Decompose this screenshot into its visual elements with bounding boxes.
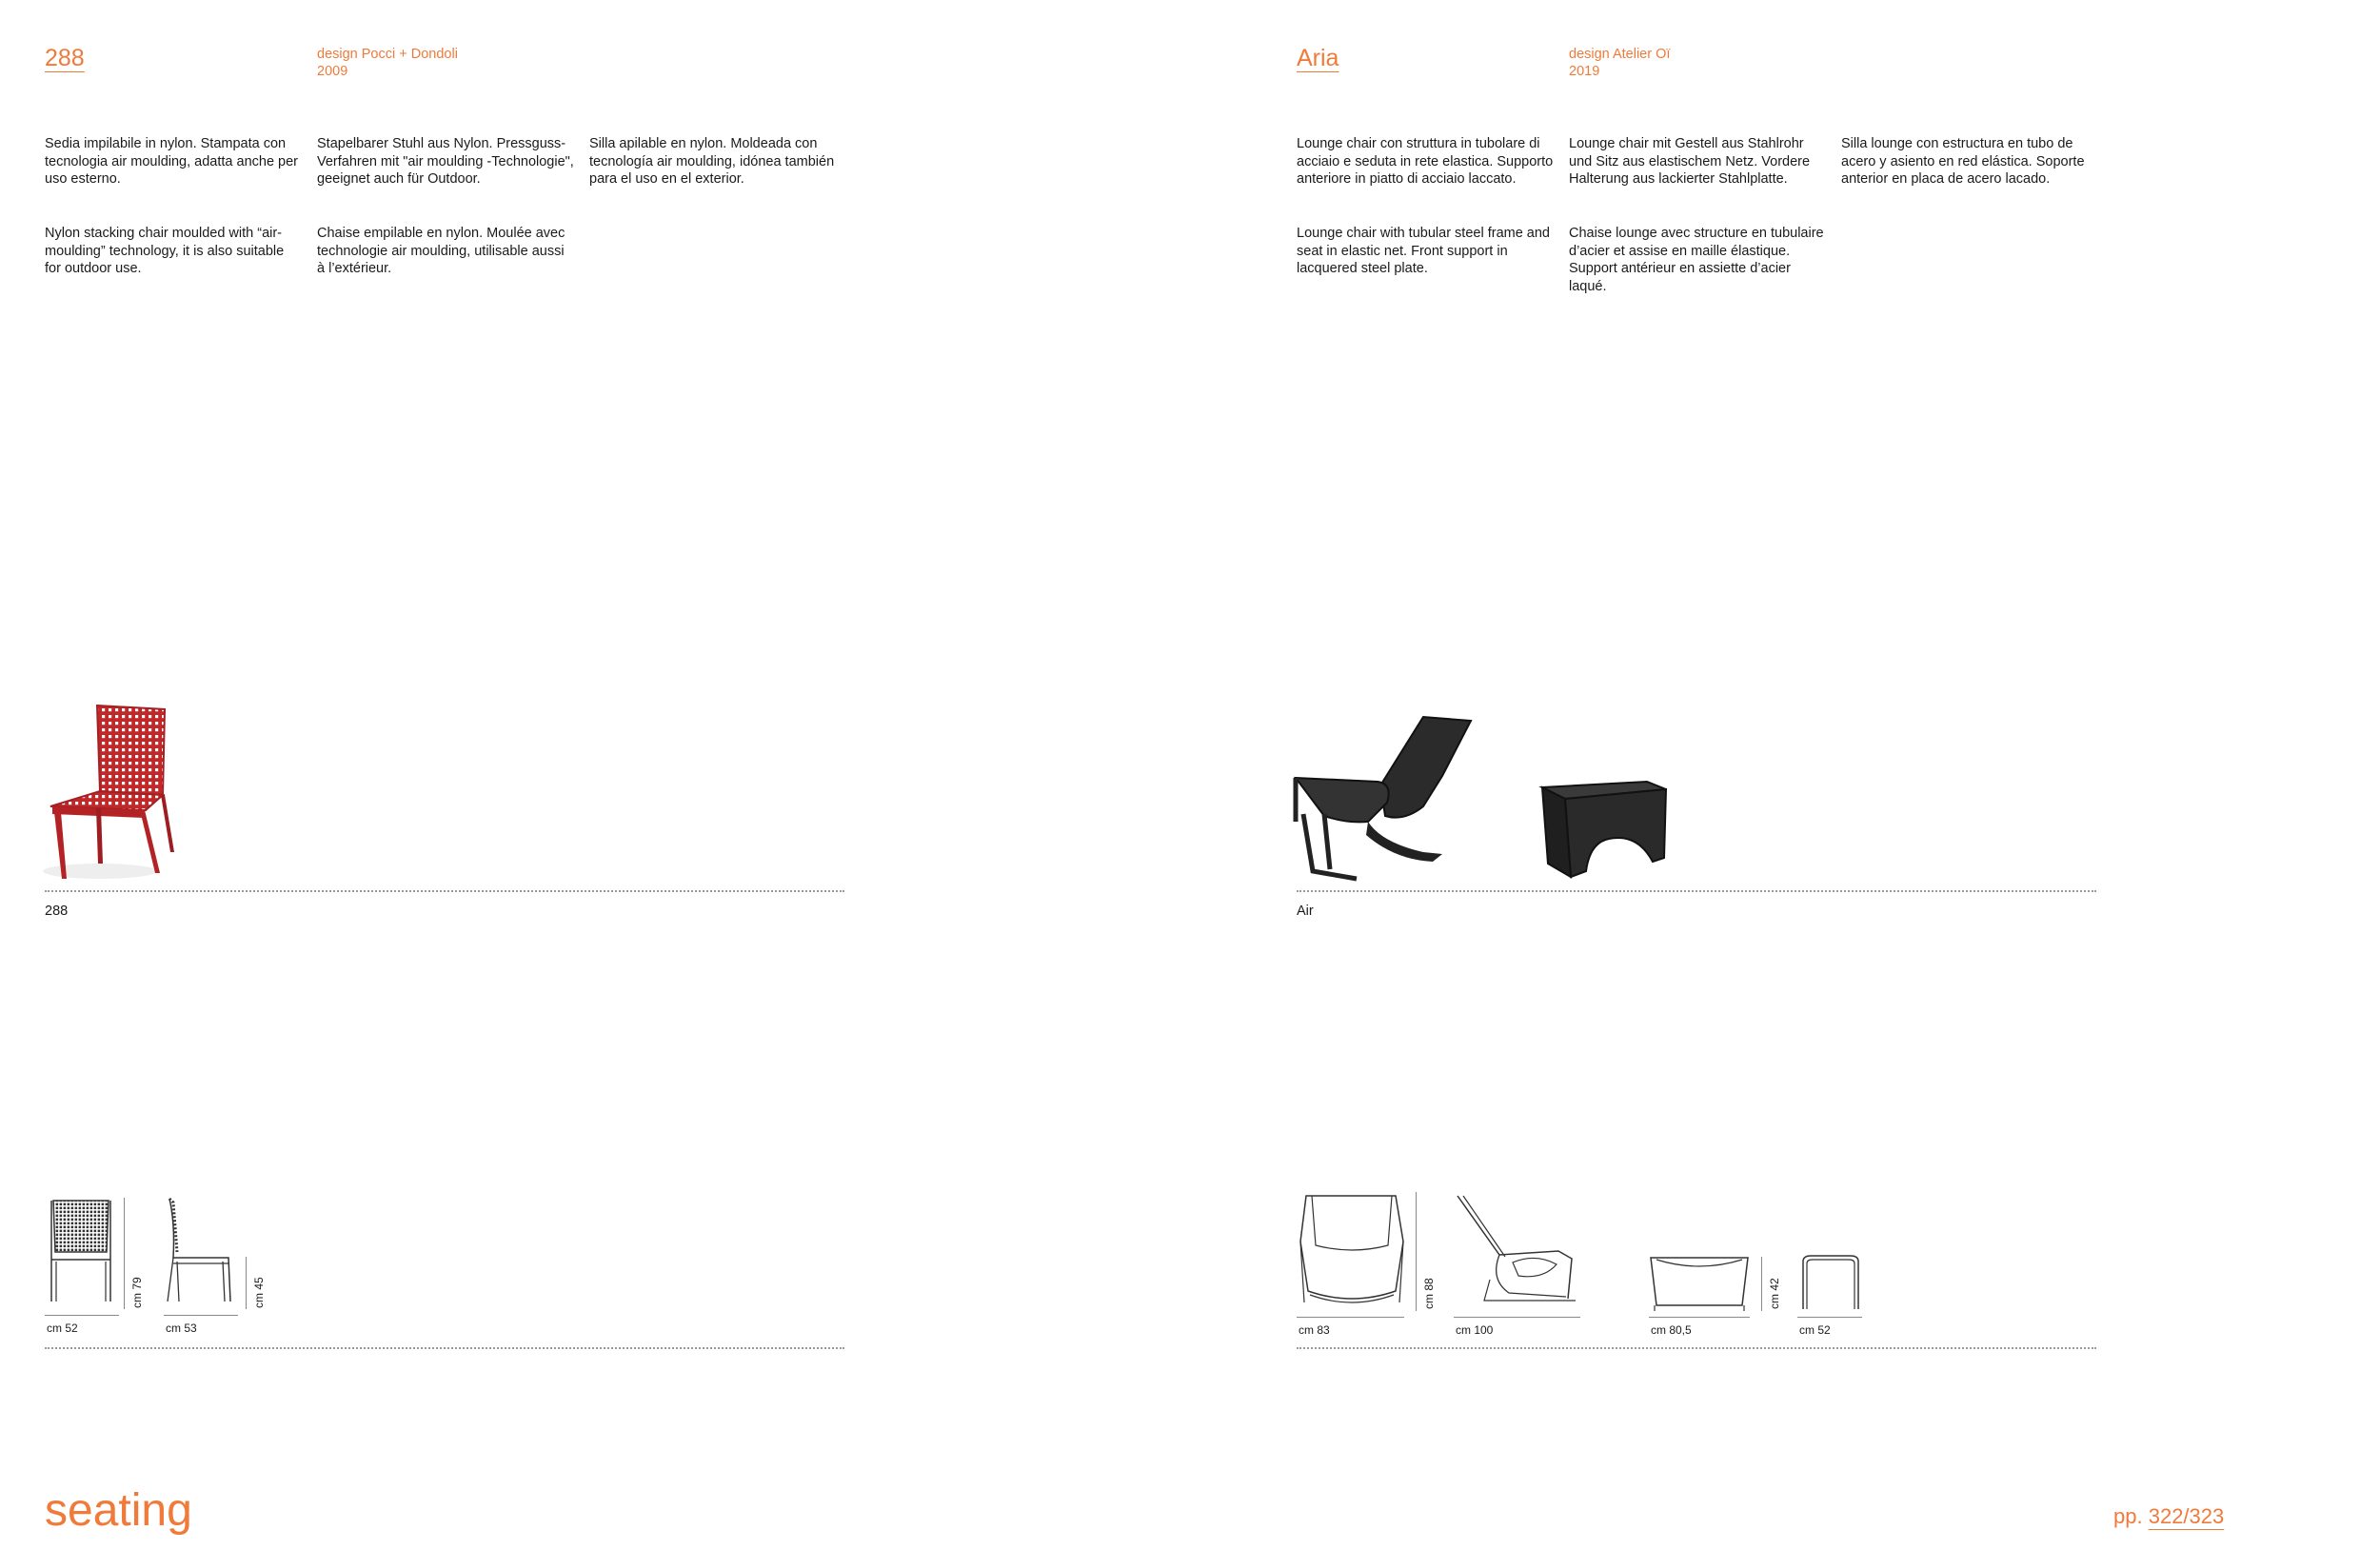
dim-line-seat-height <box>246 1257 247 1309</box>
divider-dotted <box>1297 1347 2096 1349</box>
desc-italian: Sedia impilabile in nylon. Stampata con tecnologia air moulding, adatta anche per uso esterno. <box>45 136 299 188</box>
dim-height: cm 88 <box>1422 1278 1436 1309</box>
page-numbers <box>2113 1504 2224 1529</box>
desc-french: Chaise empilable en nylon. Moulée avec technologie air moulding, utilisable aussi à l’extérieur. <box>317 226 565 277</box>
pages-prefix: pp. <box>2113 1504 2143 1528</box>
chair-288-front-drawing <box>48 1195 114 1309</box>
divider-dotted <box>1297 890 2096 892</box>
design-year: 2019 <box>1569 64 1600 79</box>
dim-line-footstool-height <box>1761 1257 1762 1311</box>
desc-english: Nylon stacking chair moulded with “air-moulding” technology, it is also suitable for outdoor use. <box>45 226 285 277</box>
dim-footstool-height: cm 42 <box>1768 1278 1781 1309</box>
pages-range: 322/323 <box>2148 1504 2225 1528</box>
dim-width-front: cm 52 <box>47 1321 78 1335</box>
designer-credit <box>1569 46 1670 80</box>
section-label: seating <box>45 1485 192 1536</box>
dim-depth: cm 53 <box>166 1321 197 1335</box>
dim-width-front: cm 83 <box>1299 1323 1330 1337</box>
dim-line-height-front <box>124 1198 125 1309</box>
designer-name: design Atelier Oï <box>1569 47 1671 62</box>
dim-height-front: cm 79 <box>130 1277 144 1308</box>
lounge-chair-photo <box>1290 709 1480 885</box>
footstool-front-drawing <box>1647 1252 1752 1314</box>
footstool-photo <box>1533 776 1676 885</box>
desc-german: Lounge chair mit Gestell aus Stahlrohr und Sitz aus elastischem Netz. Vordere Halterung aus lackierter Stahlplatte. <box>1569 136 1811 188</box>
product-caption: Air <box>1297 904 1314 919</box>
dim-line-depth <box>164 1315 238 1316</box>
designer-credit <box>317 46 458 80</box>
chair-288-side-drawing <box>162 1195 238 1309</box>
desc-spanish: Silla apilable en nylon. Moldeada con tecnología air moulding, idónea también para el uso en el exterior. <box>589 136 835 188</box>
lounge-chair-side-drawing <box>1452 1188 1585 1312</box>
dim-line-height <box>1416 1192 1417 1311</box>
dim-line-width-front <box>1297 1317 1404 1318</box>
footstool-side-drawing <box>1797 1252 1864 1314</box>
chair-288-photo <box>33 700 176 885</box>
product-title-288: 288 <box>45 45 85 71</box>
designer-name: design Pocci + Dondoli <box>317 47 458 62</box>
product-caption: 288 <box>45 904 69 919</box>
desc-english: Lounge chair with tubular steel frame and seat in elastic net. Front support in lacquered steel plate. <box>1297 226 1550 277</box>
divider-dotted <box>45 890 844 892</box>
desc-italian: Lounge chair con struttura in tubolare di acciaio e seduta in rete elastica. Supporto anteriore in piatto di acciaio laccato. <box>1297 136 1554 188</box>
dim-line-width-front <box>45 1315 119 1316</box>
product-title-aria: Aria <box>1297 45 1339 71</box>
desc-spanish: Silla lounge con estructura en tubo de acero y asiento en red elástica. Soporte anterior en placa de acero lacado. <box>1841 136 2085 188</box>
dim-footstool-depth: cm 52 <box>1799 1323 1831 1337</box>
divider-dotted <box>45 1347 844 1349</box>
dim-line-footstool-width <box>1649 1317 1750 1318</box>
lounge-chair-front-drawing <box>1297 1188 1406 1312</box>
dim-line-footstool-depth <box>1797 1317 1862 1318</box>
design-year: 2009 <box>317 64 348 79</box>
dim-line-depth <box>1454 1317 1580 1318</box>
desc-german: Stapelbarer Stuhl aus Nylon. Pressguss-Verfahren mit "air moulding -Technologie", geeignet auch für Outdoor. <box>317 136 574 188</box>
dim-seat-height: cm 45 <box>252 1277 266 1308</box>
dim-depth: cm 100 <box>1456 1323 1494 1337</box>
dim-footstool-width: cm 80,5 <box>1651 1323 1692 1337</box>
desc-french: Chaise lounge avec structure en tubulaire d’acier et assise en maille élastique. Support antérieur en assiette d’acier laqué. <box>1569 226 1824 294</box>
